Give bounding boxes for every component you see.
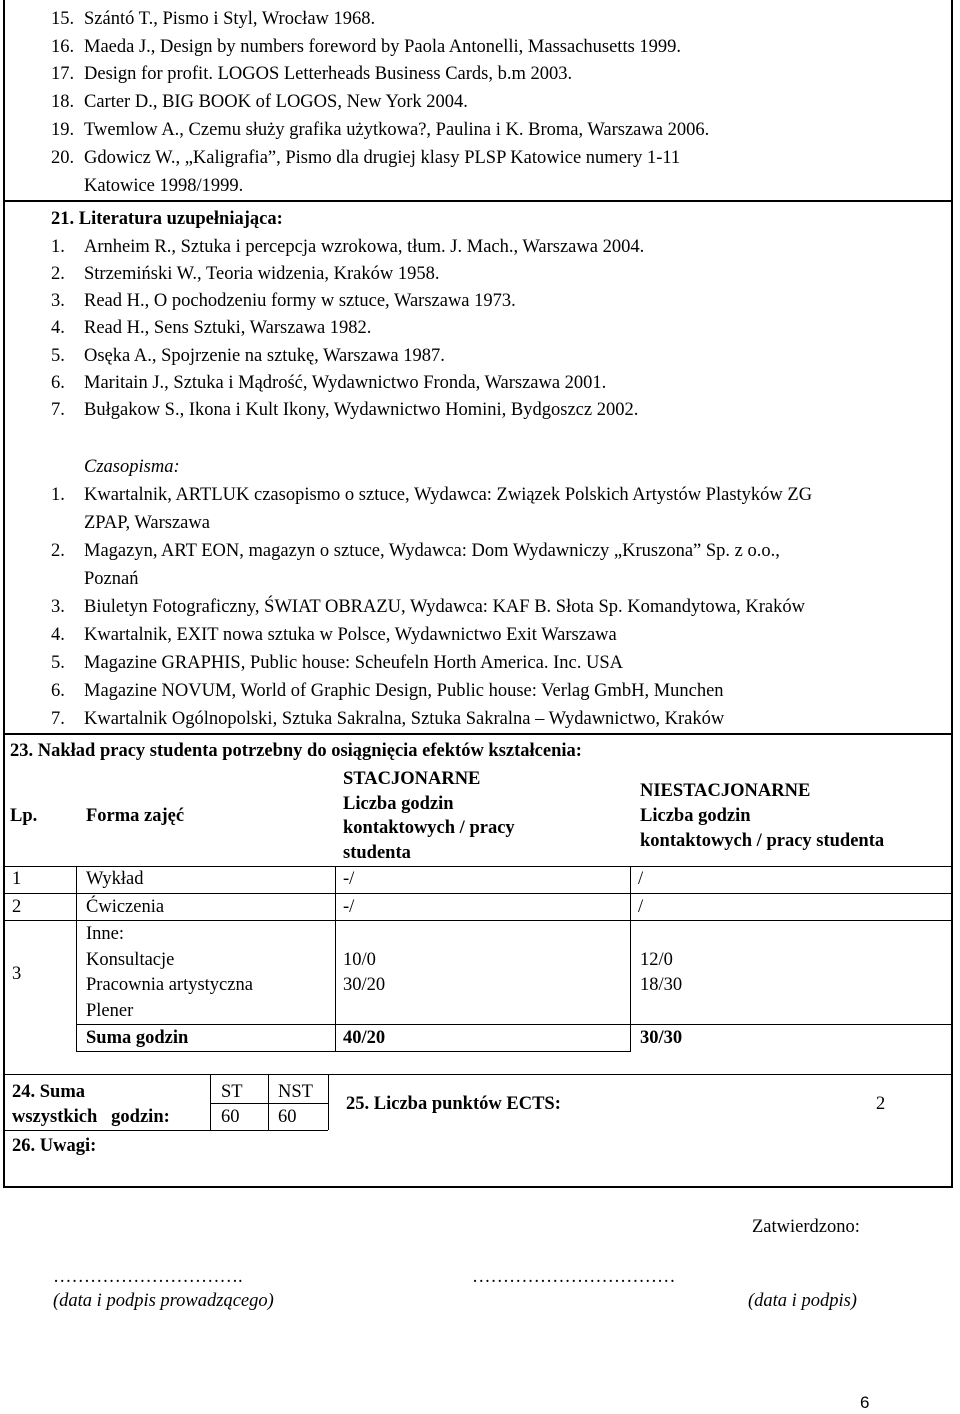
signature-line: …………………………… bbox=[472, 1267, 676, 1287]
form-header: Forma zajęć bbox=[86, 806, 185, 826]
row-nst: 12/0 bbox=[640, 950, 673, 970]
item-text: Bułgakow S., Ikona i Kult Ikony, Wydawnictwo Homini, Bydgoszcz 2002. bbox=[84, 400, 639, 420]
reference-text: Gdowicz W., „Kaligrafia”, Pismo dla drugiej klasy PLSP Katowice numery 1-11 bbox=[84, 148, 681, 168]
item-text: Maritain J., Sztuka i Mądrość, Wydawnictwo Fronda, Warszawa 2001. bbox=[84, 373, 607, 393]
row-lp: 3 bbox=[12, 964, 22, 984]
journal-text: Kwartalnik, ARTLUK czasopismo o sztuce, Wydawca: Związek Polskich Artystów Plastyków ZG bbox=[84, 485, 813, 505]
journal-text: Magazine NOVUM, World of Graphic Design, Public house: Verlag GmbH, Munchen bbox=[84, 681, 724, 701]
nst-header-line: NIESTACJONARNE bbox=[640, 781, 811, 801]
section-divider bbox=[3, 200, 953, 202]
st-header-line: Liczba godzin bbox=[343, 794, 454, 814]
row-st: 30/20 bbox=[343, 975, 386, 995]
ects-value: 2 bbox=[876, 1094, 886, 1114]
row-rule bbox=[210, 1103, 328, 1104]
reference-text: Twemlow A., Czemu służy grafika użytkowa?, Paulina i K. Broma, Warszawa 2006. bbox=[84, 120, 710, 140]
row-form: Inne: bbox=[86, 924, 125, 944]
reference-text: Maeda J., Design by numbers foreword by Paola Antonelli, Massachusetts 1999. bbox=[84, 37, 682, 57]
row-form: Plener bbox=[86, 1001, 134, 1021]
page-number: 6 bbox=[860, 1393, 870, 1412]
journals-heading: Czasopisma: bbox=[84, 457, 180, 477]
row-rule bbox=[3, 920, 953, 921]
journal-text: ZPAP, Warszawa bbox=[84, 513, 210, 533]
row-form: Pracownia artystyczna bbox=[86, 975, 253, 995]
journal-number: 4. bbox=[51, 625, 65, 645]
journal-number: 3. bbox=[51, 597, 65, 617]
item-text: Strzemiński W., Teoria widzenia, Kraków 1958. bbox=[84, 264, 440, 284]
column-rule bbox=[328, 1075, 329, 1130]
st-header: ST bbox=[221, 1082, 243, 1102]
journal-text: Magazyn, ART EON, magazyn o sztuce, Wydawca: Dom Wydawniczy „Kruszona” Sp. z o.o., bbox=[84, 541, 780, 561]
supplementary-heading: 21. Literatura uzupełniająca: bbox=[51, 209, 283, 229]
st-header-line: kontaktowych / pracy bbox=[343, 818, 515, 838]
sum-nst: 30/30 bbox=[640, 1028, 683, 1048]
workload-heading: 23. Nakład pracy studenta potrzebny do osiągnięcia efektów kształcenia: bbox=[10, 741, 582, 761]
reference-text: Katowice 1998/1999. bbox=[84, 176, 244, 196]
total-hours-label: 24. Suma bbox=[12, 1082, 85, 1102]
journal-text: Biuletyn Fotograficzny, ŚWIAT OBRAZU, Wydawca: KAF B. Słota Sp. Komandytowa, Kraków bbox=[84, 597, 805, 617]
reference-text: Szántó T., Pismo i Styl, Wrocław 1968. bbox=[84, 9, 376, 29]
item-text: Osęka A., Spojrzenie na sztukę, Warszawa 1987. bbox=[84, 346, 445, 366]
row-form: Konsultacje bbox=[86, 950, 175, 970]
column-rule bbox=[76, 866, 77, 1052]
journal-number: 5. bbox=[51, 653, 65, 673]
total-hours-label: wszystkich godzin: bbox=[12, 1107, 170, 1127]
approved-label: Zatwierdzono: bbox=[752, 1217, 860, 1237]
ects-label: 25. Liczba punktów ECTS: bbox=[346, 1094, 561, 1114]
row-rule bbox=[3, 893, 953, 894]
row-form: Ćwiczenia bbox=[86, 897, 165, 917]
reference-number: 19. bbox=[51, 120, 75, 140]
signature-line: …………………………. bbox=[53, 1267, 243, 1287]
reference-number: 20. bbox=[51, 148, 75, 168]
item-text: Read H., Sens Sztuki, Warszawa 1982. bbox=[84, 318, 372, 338]
journal-number: 2. bbox=[51, 541, 65, 561]
item-text: Arnheim R., Sztuka i percepcja wzrokowa, tłum. J. Mach., Warszawa 2004. bbox=[84, 237, 645, 257]
row-st: 10/0 bbox=[343, 950, 376, 970]
nst-header-line: Liczba godzin bbox=[640, 806, 751, 826]
journal-number: 7. bbox=[51, 709, 65, 729]
item-number: 3. bbox=[51, 291, 65, 311]
item-number: 1. bbox=[51, 237, 65, 257]
row-nst: 18/30 bbox=[640, 975, 683, 995]
remarks-label: 26. Uwagi: bbox=[12, 1136, 97, 1156]
row-rule bbox=[3, 1130, 328, 1131]
item-number: 5. bbox=[51, 346, 65, 366]
row-rule bbox=[76, 1024, 953, 1025]
journal-text: Kwartalnik, EXIT nowa sztuka w Polsce, Wydawnictwo Exit Warszawa bbox=[84, 625, 617, 645]
instructor-signature-caption: (data i podpis prowadzącego) bbox=[53, 1291, 274, 1311]
row-rule bbox=[3, 866, 953, 867]
item-number: 4. bbox=[51, 318, 65, 338]
reference-number: 18. bbox=[51, 92, 75, 112]
row-nst: / bbox=[638, 897, 644, 917]
approver-signature-caption: (data i podpis) bbox=[748, 1291, 857, 1311]
reference-number: 16. bbox=[51, 37, 75, 57]
item-number: 7. bbox=[51, 400, 65, 420]
lp-header: Lp. bbox=[10, 806, 38, 826]
row-lp: 1 bbox=[12, 869, 22, 889]
section-divider bbox=[3, 733, 953, 735]
row-nst: / bbox=[638, 869, 644, 889]
journal-text: Poznań bbox=[84, 569, 139, 589]
reference-number: 15. bbox=[51, 9, 75, 29]
row-lp: 2 bbox=[12, 897, 22, 917]
nst-total: 60 bbox=[278, 1107, 297, 1127]
row-st: -/ bbox=[343, 897, 355, 917]
sum-st: 40/20 bbox=[343, 1028, 386, 1048]
nst-header-line: kontaktowych / pracy studenta bbox=[640, 831, 885, 851]
st-header-line: STACJONARNE bbox=[343, 769, 481, 789]
nst-header: NST bbox=[278, 1082, 313, 1102]
journal-text: Kwartalnik Ogólnopolski, Sztuka Sakralna, Sztuka Sakralna – Wydawnictwo, Kraków bbox=[84, 709, 725, 729]
item-number: 6. bbox=[51, 373, 65, 393]
column-rule bbox=[630, 866, 631, 1052]
item-text: Read H., O pochodzeniu formy w sztuce, Warszawa 1973. bbox=[84, 291, 516, 311]
journal-number: 1. bbox=[51, 485, 65, 505]
journal-number: 6. bbox=[51, 681, 65, 701]
row-form: Wykład bbox=[86, 869, 144, 889]
row-st: -/ bbox=[343, 869, 355, 889]
st-total: 60 bbox=[221, 1107, 240, 1127]
reference-text: Design for profit. LOGOS Letterheads Business Cards, b.m 2003. bbox=[84, 64, 573, 84]
row-rule bbox=[3, 1074, 953, 1075]
row-rule bbox=[76, 1051, 631, 1052]
st-header-line: studenta bbox=[343, 843, 411, 863]
sum-label: Suma godzin bbox=[86, 1028, 189, 1048]
item-number: 2. bbox=[51, 264, 65, 284]
reference-text: Carter D., BIG BOOK of LOGOS, New York 2004. bbox=[84, 92, 468, 112]
reference-number: 17. bbox=[51, 64, 75, 84]
journal-text: Magazine GRAPHIS, Public house: Scheufeln Horth America. Inc. USA bbox=[84, 653, 623, 673]
column-rule bbox=[335, 866, 336, 1052]
